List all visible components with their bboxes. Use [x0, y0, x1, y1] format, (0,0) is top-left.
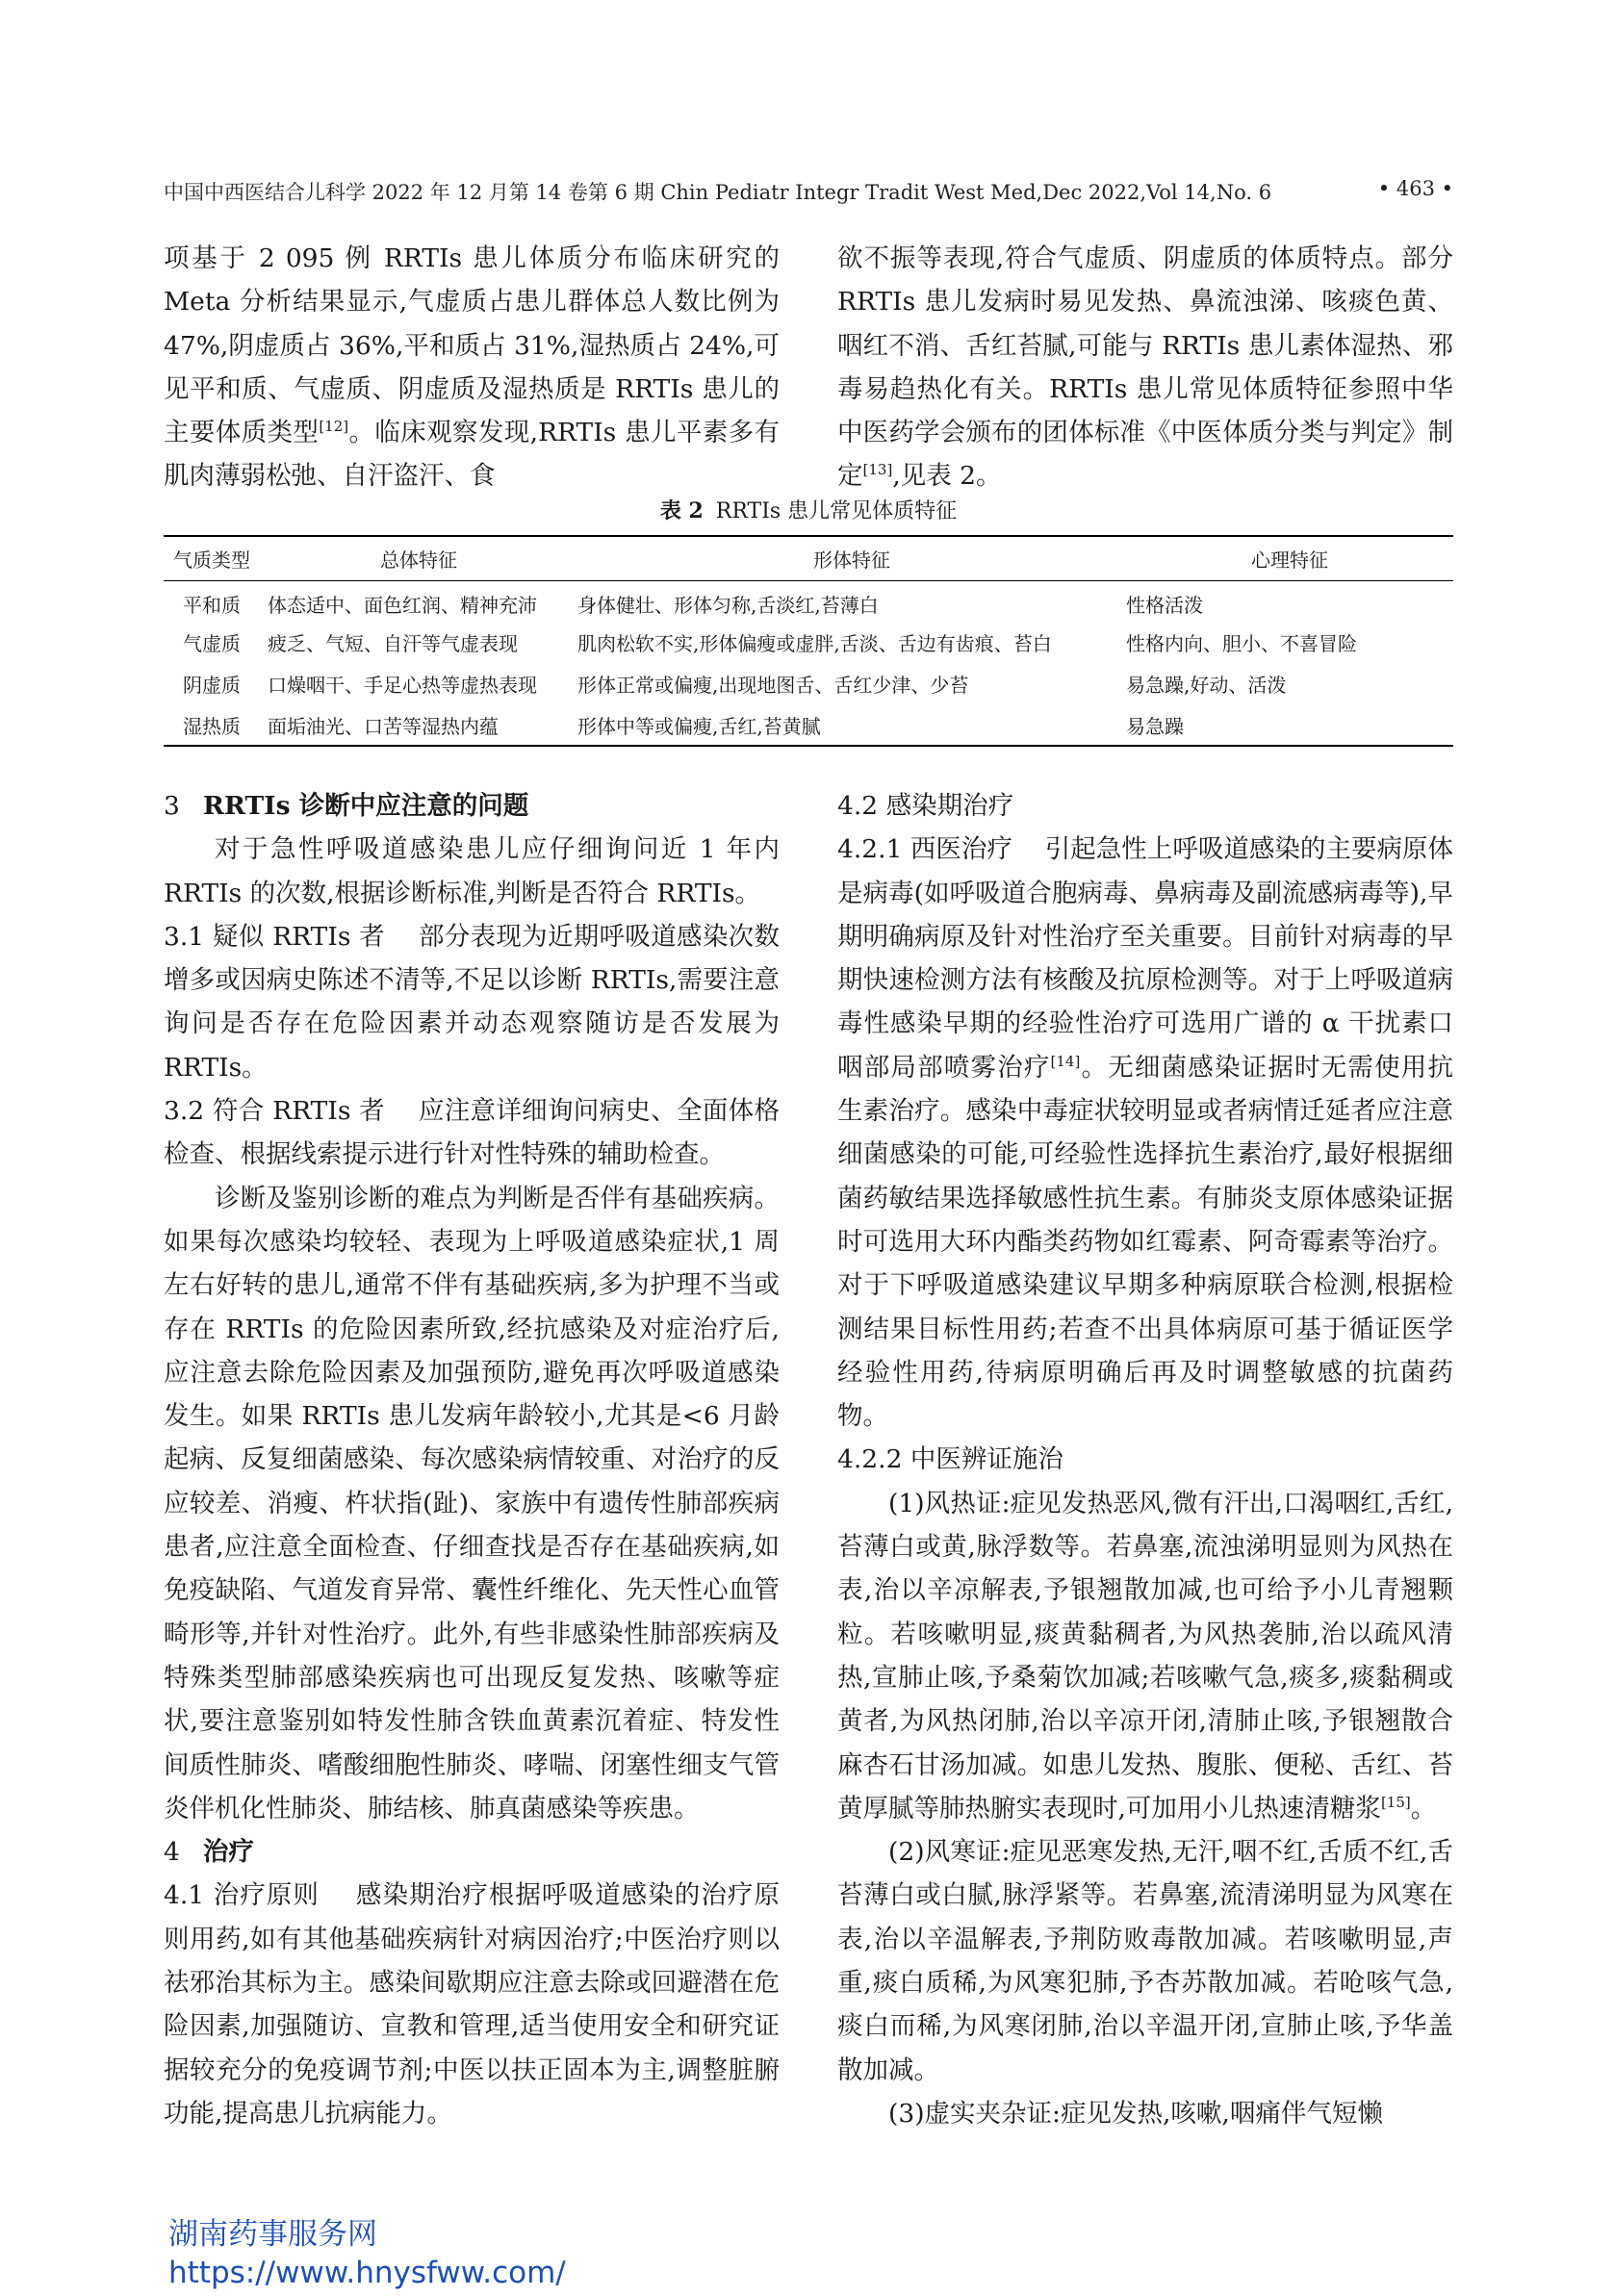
table-cell: 易急躁	[1126, 714, 1184, 738]
site-watermark	[168, 2215, 566, 2292]
table-cell: 体态适中、面色红润、精神充沛	[268, 594, 537, 618]
column-header: 总体特征	[380, 548, 457, 572]
table-title: RRTIs 患儿常见体质特征	[715, 499, 958, 523]
table-cell: 气虚质	[183, 632, 241, 655]
table-cell: 面垢油光、口苦等湿热内蕴	[268, 714, 499, 738]
paragraph: 4.1 治疗原则 感染期治疗根据呼吸道感染的治疗原则用药,如有其他基础疾病针对病因治疗;中医治疗则以祛邪治其标为主。感染间歇期应注意去除或回避潜在危险因素,加强随访、宣教和管理,适当使用安全和研究证据较充分的免疫调节剂;中医以扶正固本为主,调整脏腑功能,提高患儿抗病能力。	[164, 1880, 780, 2129]
paragraph: (3)虚实夹杂证:症见发热,咳嗽,咽痛伴气短懒	[888, 2098, 1383, 2129]
journal-running-title: 中国中西医结合儿科学 2022 年 12 月第 14 卷第 6 期 Chin Pediatr Integr Tradit West Med,Dec 2022,Vol 14,No. 6	[164, 181, 1272, 204]
right-column	[837, 784, 1453, 2135]
subsection-heading: 3.1 疑似 RRTIs 者	[164, 921, 385, 952]
left-column	[164, 784, 780, 2135]
top-right-column	[837, 237, 1453, 498]
table-row	[164, 580, 1453, 622]
citation-ref: [12]	[319, 418, 349, 436]
paragraph: 诊断及鉴别诊断的难点为判断是否伴有基础疾病。如果每次感染均较轻、表现为上呼吸道感染症状,1 周左右好转的患儿,通常不伴有基础疾病,多为护理不当或存在 RRTIs 的危险因素所致,经抗感染及对症治疗后,应注意去除危险因素及加强预防,避免再次呼吸道感染发生。如果 RRTIs 患儿发病年龄较小,尤其是<6 月龄起病、反复细菌感染、每次感染病情较重、对治疗的反应较差、消瘦、杵状指(趾)、家族中有遗传性肺部疾病患者,应注意全面检查、仔细查找是否存在基础疾病,如免疫缺陷、气道发育异常、囊性纤维化、先天性心血管畸形等,并针对性治疗。此外,有些非感染性肺部疾病及特殊类型肺部感染疾病也可出现反复发热、咳嗽等症状,要注意鉴别如特发性肺含铁血黄素沉着症、特发性间质性肺炎、嗜酸细胞性肺炎、哮喘、闭塞性细支气管炎伴机化性肺炎、肺结核、肺真菌感染等疾患。	[164, 1183, 780, 1824]
paragraph: 4.2.1 西医治疗 引起急性上呼吸道感染的主要病原体是病毒(如呼吸道合胞病毒、鼻病毒及副流感病毒等),早期明确病原及针对性治疗至关重要。目前针对病毒的早期快速检测方法有核酸及抗原检测等。对于上呼吸道病毒性感染早期的经验性治疗可选用广谱的 α 干扰素口咽部局部喷雾治疗[14]。无细菌感染证据时无需使用抗生素治疗。感染中毒症状较明显或者病情迁延者应注意细菌感染的可能,可经验性选择抗生素治疗,最好根据细菌药敏结果选择敏感性抗生素。有肺炎支原体感染证据时可选用大环内酯类药物如红霉素、阿奇霉素等治疗。对于下呼吸道感染建议早期多种病原联合检测,根据检测结果目标性用药;若查不出具体病原可基于循证医学经验性用药,待病原明确后再及时调整敏感的抗菌药物。	[837, 834, 1454, 1432]
watermark-url: https://www.hnysfww.com/	[168, 2256, 566, 2290]
paragraph: (2)风寒证:症见恶寒发热,无汗,咽不红,舌质不红,舌苔薄白或白腻,脉浮紧等。若鼻塞,流清涕明显为风寒在表,治以辛温解表,予荆防败毒散加减。若咳嗽明显,声重,痰白质稀,为风寒犯肺,予杏苏散加减。若呛咳气急,痰白而稀,为风寒闭肺,治以辛温开闭,宣肺止咳,予华盖散加减。	[837, 1837, 1453, 2085]
top-left-column	[164, 237, 780, 498]
subsection-heading: 4.2 感染期治疗	[837, 791, 1014, 821]
table-cell: 形体正常或偏瘦,出现地图舌、舌红少津、少苔	[577, 674, 969, 697]
table-cell: 性格内向、胆小、不喜冒险	[1126, 632, 1357, 655]
subsection-heading: 4.1 治疗原则	[164, 1880, 320, 1911]
table-cell: 平和质	[183, 594, 241, 618]
citation-ref: [14]	[1050, 1052, 1081, 1070]
paragraph: 3.1 疑似 RRTIs 者 部分表现为近期呼吸道感染次数增多或因病史陈述不清等,不足以诊断 RRTIs,需要注意询问是否存在危险因素并动态观察随访是否发展为 RRTIs。	[164, 921, 780, 1083]
table-cell: 肌肉松软不实,形体偏瘦或虚胖,舌淡、舌边有齿痕、苔白	[577, 632, 1052, 655]
citation-ref: [13]	[862, 461, 893, 479]
column-header: 气质类型	[173, 548, 250, 572]
running-header	[164, 177, 1453, 206]
paragraph: 对于急性呼吸道感染患儿应仔细询问近 1 年内 RRTIs 的次数,根据诊断标准,判断是否符合 RRTIs。	[164, 834, 780, 908]
table-row	[164, 704, 1453, 746]
paragraph: (1)风热证:症见发热恶风,微有汗出,口渴咽红,舌红,苔薄白或黄,脉浮数等。若鼻塞,流浊涕明显则为风热在表,治以辛凉解表,予银翘散加减,也可给予小儿青翘颗粒。若咳嗽明显,痰黄黏稠者,为风热袭肺,治以疏风清热,宣肺止咳,予桑菊饮加减;若咳嗽气急,痰多,痰黏稠或黄者,为风热闭肺,治以辛凉开闭,清肺止咳,予银翘散合麻杏石甘汤加减。如患儿发热、腹胀、便秘、舌红、苔黄厚腻等肺热腑实表现时,可加用小儿热速清糖浆[15]。	[837, 1488, 1453, 1824]
table-cell: 易急躁,好动、活泼	[1126, 674, 1287, 697]
table-cell: 性格活泼	[1126, 594, 1203, 618]
table-cell: 湿热质	[183, 714, 241, 738]
table-cell: 疲乏、气短、自汗等气虚表现	[268, 632, 518, 655]
table-row	[164, 622, 1453, 663]
table-cell: 身体健壮、形体匀称,舌淡红,苔薄白	[577, 594, 879, 618]
table-header-row	[164, 536, 1453, 580]
table-cell: 形体中等或偏瘦,舌红,苔黄腻	[577, 714, 821, 738]
constitution-table	[164, 535, 1453, 747]
paragraph: 欲不振等表现,符合气虚质、阴虚质的体质特点。部分 RRTIs 患儿发病时易见发热、鼻流浊涕、咳痰色黄、咽红不消、舌红苔腻,可能与 RRTIs 患儿素体湿热、邪毒易趋热化有关。RRTIs 患儿常见体质特征参照中华中医药学会颁布的团体标准《中医体质分类与判定》制定[13],见表 2。	[837, 243, 1453, 492]
table-cell: 阴虚质	[183, 674, 241, 697]
watermark-site-name: 湖南药事服务网	[168, 2217, 377, 2252]
subsection-heading: 4.2.1 西医治疗	[837, 834, 1012, 865]
subsection-heading: 3.2 符合 RRTIs 者	[164, 1096, 385, 1127]
subsection-heading: 4.2.2 中医辨证施治	[837, 1444, 1063, 1475]
paragraph: 3.2 符合 RRTIs 者 应注意详细询问病史、全面体格检查、根据线索提示进行针对性特殊的辅助检查。	[164, 1096, 780, 1170]
citation-ref: [15]	[1380, 1794, 1411, 1811]
table-caption	[164, 495, 1453, 524]
table-label: 表 2	[659, 498, 704, 523]
section-heading: 4 治疗	[164, 1837, 254, 1868]
paragraph: 项基于 2 095 例 RRTIs 患儿体质分布临床研究的 Meta 分析结果显示,气虚质占患儿群体总人数比例为 47%,阴虚质占 36%,平和质占 31%,湿热质占 24%,可见平和质、气虚质、阴虚质及湿热质是 RRTIs 患儿的主要体质类型[12]。临床观察发现,RRTIs 患儿平素多有肌肉薄弱松弛、自汗盗汗、食	[164, 243, 781, 492]
column-header: 心理特征	[1251, 548, 1328, 572]
page-number: • 463 •	[1377, 177, 1453, 200]
table-cell: 口燥咽干、手足心热等虚热表现	[268, 674, 537, 697]
section-heading: 3 RRTIs 诊断中应注意的问题	[164, 791, 529, 821]
column-header: 形体特征	[813, 548, 890, 572]
table-row	[164, 663, 1453, 704]
